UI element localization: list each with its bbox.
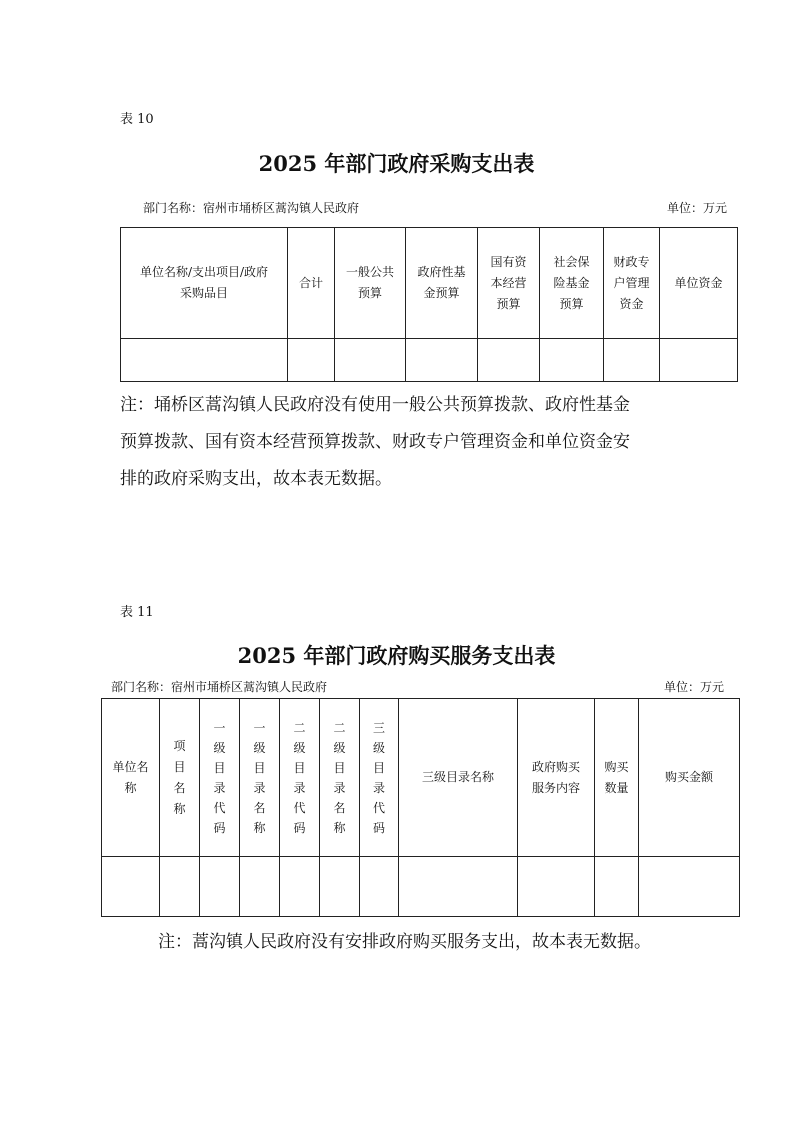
table-11-department: 部门名称：宿州市埇桥区蒿沟镇人民政府 xyxy=(111,680,328,694)
header-cell: 社会保 险基金 预算 xyxy=(540,228,604,339)
table-10-label: 表 10 xyxy=(120,112,154,127)
header-cell: 财政专 户管理 资金 xyxy=(604,228,660,339)
table-10 xyxy=(120,227,738,382)
header-cell: 一般公共 预算 xyxy=(335,228,406,339)
header-cell: 单位资金 xyxy=(660,228,738,339)
header-cell: 三级目录名称 xyxy=(399,699,518,857)
header-cell: 一 级 目 录 名 称 xyxy=(240,699,280,857)
header-cell: 政府购买 服务内容 xyxy=(518,699,595,857)
header-cell: 项 目 名 称 xyxy=(160,699,200,857)
header-cell: 三 级 目 录 代 码 xyxy=(360,699,399,857)
table-10-note xyxy=(120,387,630,498)
table-11-unit: 单位：万元 xyxy=(664,680,725,694)
table-11-label: 表 11 xyxy=(120,605,154,620)
header-cell: 二 级 目 录 代 码 xyxy=(280,699,320,857)
header-cell: 合计 xyxy=(288,228,335,339)
table-10-unit: 单位：万元 xyxy=(667,201,728,215)
header-cell: 政府性基 金预算 xyxy=(406,228,478,339)
header-cell: 购买 数量 xyxy=(595,699,639,857)
table-row-empty xyxy=(121,339,738,382)
table-10-department: 部门名称：宿州市埇桥区蒿沟镇人民政府 xyxy=(143,201,360,215)
table-11-title: 2025 年部门政府购买服务支出表 xyxy=(237,643,556,668)
note-line: 预算拨款、国有资本经营预算拨款、财政专户管理资金和单位资金安 xyxy=(120,432,630,452)
note-line: 注：埇桥区蒿沟镇人民政府没有使用一般公共预算拨款、政府性基金 xyxy=(120,395,630,415)
note-line: 排的政府采购支出，故本表无数据。 xyxy=(120,469,392,489)
table-11-note: 注：蒿沟镇人民政府没有安排政府购买服务支出，故本表无数据。 xyxy=(158,932,651,952)
header-cell: 二 级 目 录 名 称 xyxy=(320,699,360,857)
table-row-empty xyxy=(102,857,740,917)
header-cell: 单位名 称 xyxy=(102,699,160,857)
header-cell: 单位名称/支出项目/政府 采购品目 xyxy=(121,228,288,339)
header-cell: 国有资 本经营 预算 xyxy=(478,228,540,339)
table-10-title: 2025 年部门政府采购支出表 xyxy=(258,151,535,176)
table-11 xyxy=(101,698,740,917)
header-cell: 购买金额 xyxy=(639,699,740,857)
header-cell: 一 级 目 录 代 码 xyxy=(200,699,240,857)
